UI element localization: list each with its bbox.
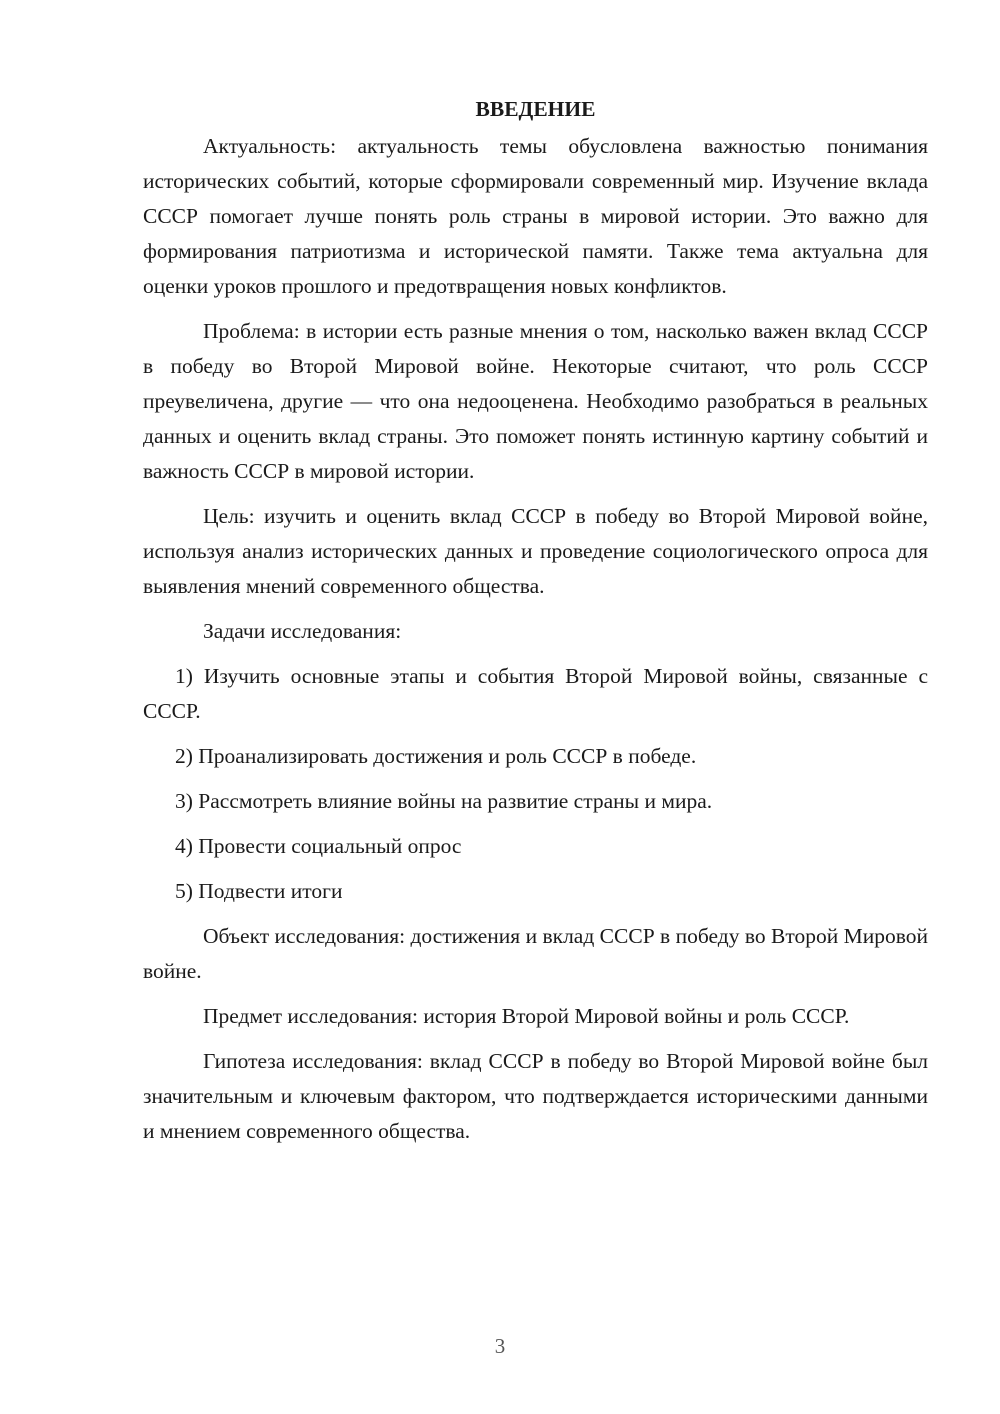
goal-paragraph: Цель: изучить и оценить вклад СССР в победу во Второй Мировой войне, используя анализ исторических данных и проведение социологического опроса для выявления мнений современного общества. bbox=[143, 504, 928, 598]
document-page bbox=[143, 92, 928, 1159]
task-item-2: 2) Проанализировать достижения и роль СССР в победе. bbox=[175, 744, 697, 768]
task-item-1: 1) Изучить основные этапы и события Второй Мировой войны, связанные с СССР. bbox=[143, 664, 928, 723]
relevance-paragraph: Актуальность: актуальность темы обусловлена важностью понимания исторических событий, которые сформировали современный мир. Изучение вклада СССР помогает лучше понять роль страны в мировой истории. Это важно для формирования патриотизма и исторической памяти. Также тема актуальна для оценки уроков прошлого и предотвращения новых конфликтов. bbox=[143, 134, 928, 298]
tasks-list bbox=[143, 659, 928, 909]
task-item-3: 3) Рассмотреть влияние войны на развитие страны и мира. bbox=[175, 789, 713, 813]
object-paragraph: Объект исследования: достижения и вклад СССР в победу во Второй Мировой войне. bbox=[143, 924, 928, 983]
hypothesis-paragraph: Гипотеза исследования: вклад СССР в победу во Второй Мировой войне был значительным и ключевым фактором, что подтверждается историческими данными и мнением современного общества. bbox=[143, 1049, 928, 1143]
tasks-heading: Задачи исследования: bbox=[203, 619, 402, 643]
section-title: ВВЕДЕНИЕ bbox=[475, 97, 596, 121]
task-item-5: 5) Подвести итоги bbox=[175, 879, 343, 903]
task-item-4: 4) Провести социальный опрос bbox=[175, 834, 462, 858]
subject-paragraph: Предмет исследования: история Второй Мировой войны и роль СССР. bbox=[203, 1004, 850, 1028]
problem-paragraph: Проблема: в истории есть разные мнения о том, насколько важен вклад СССР в победу во Второй Мировой войне. Некоторые считают, что роль СССР преувеличена, другие — что она недооценена. Необходимо разобраться в реальных данных и оценить вклад страны. Это поможет понять истинную картину событий и важность СССР в мировой истории. bbox=[143, 319, 928, 483]
page-number: 3 bbox=[494, 1334, 506, 1358]
